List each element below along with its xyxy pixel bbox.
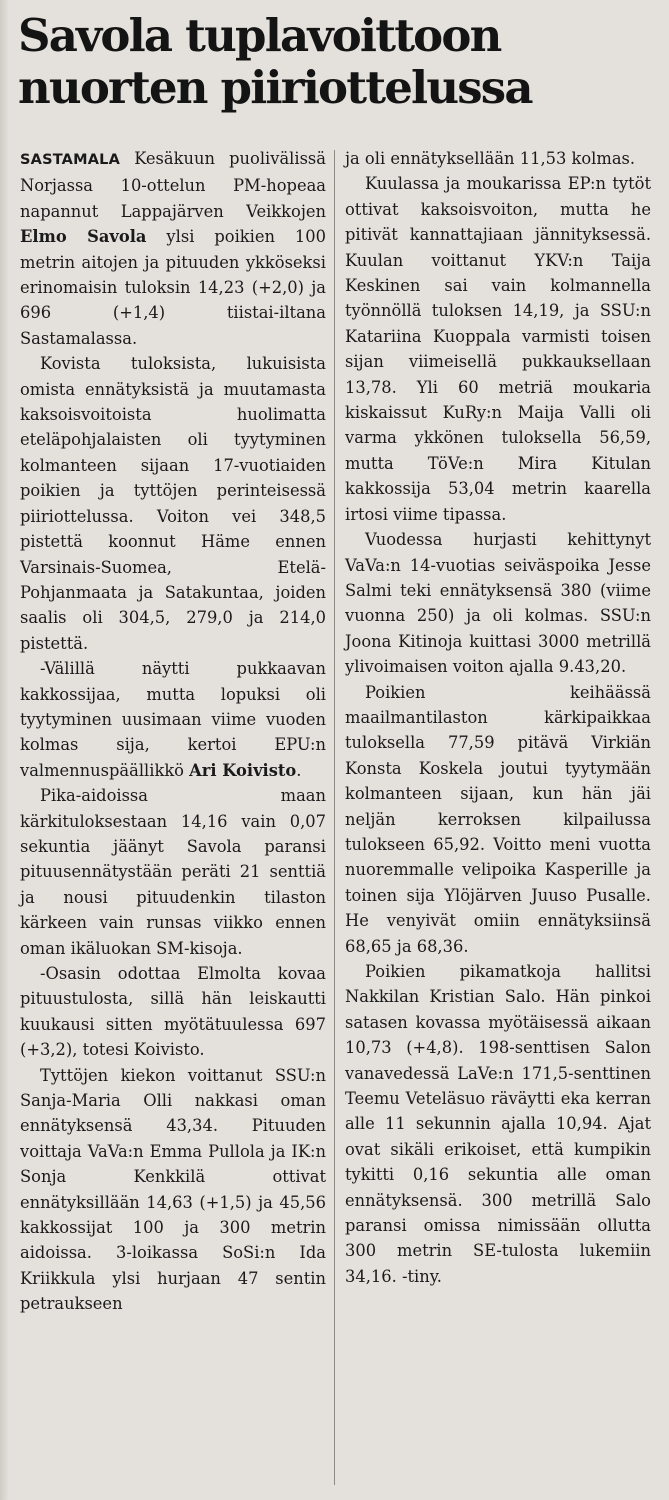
dateline: SASTAMALA (20, 152, 121, 168)
lead-text-a: Kesäkuun puolivälissä Norjassa 10-ottelun PM-hopeaa napannut Lappajärven Veikkojen (20, 149, 326, 221)
athlete-name-bold: Elmo Savola (20, 227, 147, 247)
paragraph: Tyttöjen kiekon voittanut SSU:n Sanja-Maria Olli nakkasi oman ennätyksensä 43,34. Pituuden voittaja VaVa:n Emma Pullola ja IK:n Sonja Kenkkilä ottivat ennätyksillään 14,63 (+1,5) ja 45,56 kakkossijat 100 ja 300 metrin aidoissa. 3-loikassa SoSi:n Ida Kriikkula ylsi hurjaan 47 sentin petraukseen (20, 1065, 326, 1314)
article-headline (18, 10, 658, 114)
paragraph: Vuodessa hurjasti kehittynyt VaVa:n 14-vuotias seiväspoika Jesse Salmi teki ennätyksensä 380 (viime vuonna 250) ja oli kolmas. SSU:n Joona Kitinoja kuittasi 3000 metrillä ylivoimaisen voiton ajalla 9.43,20. (345, 530, 651, 677)
paragraph: Pika-aidoissa maan kärkituloksestaan 14,16 vain 0,07 sekuntia jäänyt Savola paransi pituusennätystään peräti 21 senttiä ja nousi pituudenkin tilaston kärkeen vain runsas viikko ennen oman ikäluokan SM-kisoja. (20, 786, 326, 958)
continued-paragraph: ja oli ennätyksellään 11,53 kolmas. (345, 149, 636, 168)
paper-edge-shadow (0, 0, 9, 1500)
paragraph: Kuulassa ja moukarissa EP:n tytöt ottivat kaksoisvoiton, mutta he pitivät kannattajiaan jännityksessä. Kuulan voittanut YKV:n Taija Keskinen sai vain kolmannella työnnöllä tuloksen 14,19, ja SSU:n Katariina Kuoppala varmisti toisen sijan viimeisellä pukkauksellaan 13,78. Yli 60 metriä moukaria kiskaissut KuRy:n Maija Valli oli varma ykkönen tuloksella 56,59, mutta TöVe:n Mira Kitulan kakkossija 53,04 metrin kaarella irtosi viime tipassa. (345, 174, 651, 524)
article-column-right (345, 146, 651, 1289)
quote-text-a: -Välillä näytti pukkaavan kakkossijaa, mutta lopuksi oli tyytyminen uusimaan viime vuoden kolmas sija, kertoi EPU:n valmennuspäällikkö (20, 659, 326, 780)
lead-paragraph (20, 146, 326, 351)
headline-line-2: nuorten piiriottelussa (18, 61, 532, 114)
paragraph: Poikien keihäässä maailmantilaston kärkipaikkaa tuloksella 77,59 pitävä Virkiän Konsta Koskela joutui tyytymään kolmanteen sijaan, kun hän jäi neljän kerroksen kilpailussa tulokseen 65,92. Voitto meni vuotta nuoremmalle velipoika Kasperille ja toinen sija Ylöjärven Juuso Pusalle. He venyivät omiin ennätyksiinsä 68,65 ja 68,36. (345, 682, 651, 956)
coach-name-bold: Ari Koivisto (189, 760, 297, 780)
lead-text-b: ylsi poikien 100 metrin aitojen ja pituuden ykköseksi erinomaisin tuloksin 14,23 (+2,0) ja 696 (+1,4) tiistai-iltana Sastamalassa. (20, 227, 326, 348)
quote-text-b: . (296, 760, 302, 780)
article-column-left (20, 146, 326, 1317)
column-divider (334, 150, 335, 1485)
paragraph: Poikien pikamatkoja hallitsi Nakkilan Kristian Salo. Hän pinkoi satasen kovassa myötäisessä aikaan 10,73 (+4,8). 198-senttisen Salon vanavedessä LaVe:n 171,5-senttinen Teemu Veteläsuo räväytti eka kerran alle 11 sekunnin ajalla 10,94. Ajat ovat sikäli erikoiset, että kumpikin tykitti 0,16 sekuntia alle oman ennätyksensä. 300 metrillä Salo paransi omissa nimissään ollutta 300 metrin SE-tulosta lukemiin 34,16. -tiny. (345, 962, 651, 1286)
headline-line-1: Savola tuplavoittoon (18, 9, 501, 62)
quote-paragraph: -Osasin odottaa Elmolta kovaa pituustulosta, sillä hän leiskautti kuukausi sitten myötätuulessa 697 (+3,2), totesi Koivisto. (20, 964, 326, 1060)
quote-paragraph (20, 656, 326, 783)
paragraph: Kovista tuloksista, lukuisista omista ennätyksistä ja muutamasta kaksoisvoitoista huolimatta eteläpohjalaisten oli tyytyminen kolmanteen sijaan 17-vuotiaiden poikien ja tyttöjen perinteisessä piiriottelussa. Voiton vei 348,5 pistettä koonnut Häme ennen Varsinais-Suomea, Etelä-Pohjanmaata ja Satakuntaa, joiden saalis oli 304,5, 279,0 ja 214,0 pistettä. (20, 354, 326, 653)
